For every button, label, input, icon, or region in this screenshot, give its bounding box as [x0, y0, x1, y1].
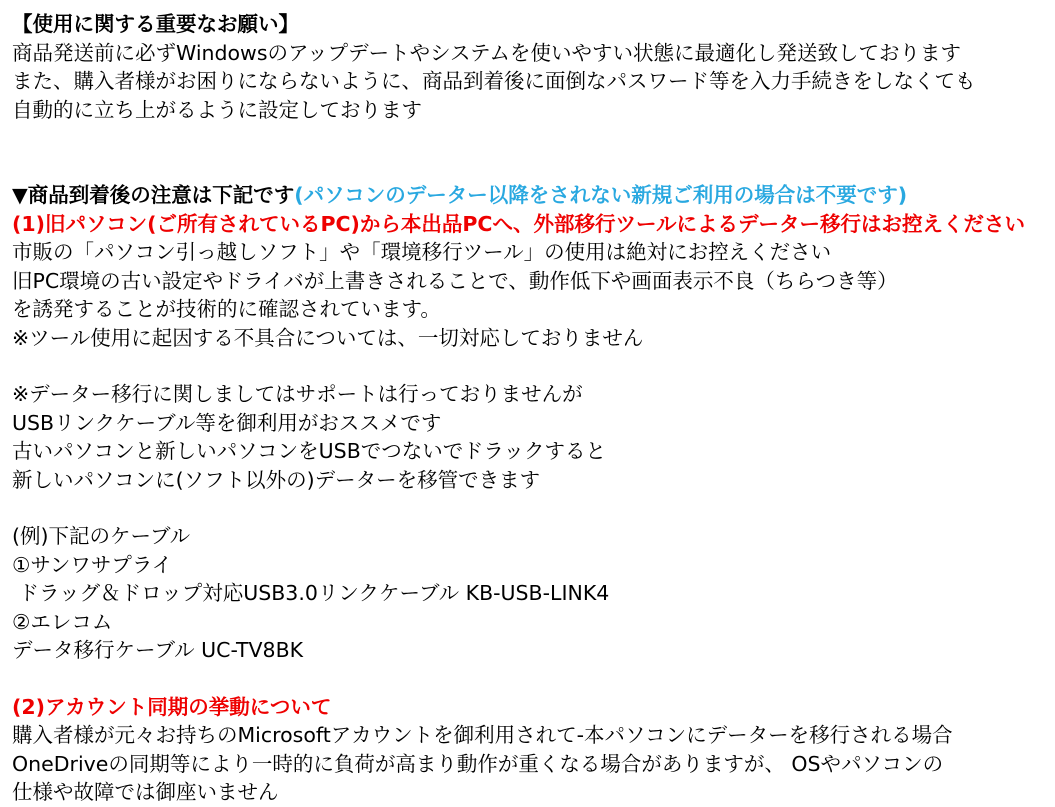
- header-title: 【使用に関する重要なお願い】: [12, 12, 299, 36]
- support-line-2: USBリンクケーブル等を御利用がおススメです: [12, 410, 442, 435]
- section2-line-3: 仕様や故障では御座いません: [12, 780, 279, 804]
- support-line-4: 新しいパソコンに(ソフト以外の)データーを移管できます: [12, 467, 541, 492]
- section2-heading: (2)アカウント同期の挙動について: [12, 694, 332, 719]
- notice-heading-blue: (パソコンのデーター以降をされない新規ご利用の場合は不要です): [294, 183, 908, 207]
- spacer-before-examples: [12, 494, 1043, 522]
- header-line-2: また、購入者様がお困りにならないように、商品到着後に面倒なパスワード等を入力手続きをしなくても: [12, 69, 976, 93]
- spacer-before-section2: [12, 665, 1043, 693]
- spacer-after-header: [12, 124, 1043, 153]
- example-line-1: (例)下記のケーブル: [12, 524, 191, 548]
- section2-line-2: OneDriveの同期等により一時的に負荷が高まり動作が重くなる場合がありますが、 OSやパソコンの: [12, 751, 944, 776]
- spacer-before-support: [12, 352, 1043, 380]
- section2-line-1: 購入者様が元々お持ちのMicrosoftアカウントを御利用されて-本パソコンにデーターを移行される場合: [12, 723, 953, 747]
- header-line-1: 商品発送前に必ずWindowsのアップデートやシステムを使いやすい状態に最適化し発送致しております: [12, 40, 962, 65]
- header-line-3: 自動的に立ち上がるように設定しております: [12, 97, 422, 122]
- example-line-3: ドラッグ＆ドロップ対応USB3.0リンクケーブル KB-USB-LINK4: [12, 581, 610, 605]
- section1-line-1: 市販の「パソコン引っ越しソフト」や「環境移行ツール」の使用は絶対にお控えください: [12, 240, 832, 264]
- example-line-5: データ移行ケーブル UC-TV8BK: [12, 638, 304, 662]
- support-line-1: ※データー移行に関しましてはサポートは行っておりませんが: [12, 382, 583, 406]
- notice-heading: [12, 181, 1043, 210]
- section1-heading: (1)旧パソコン(ご所有されているPC)から本出品PCへ、外部移行ツールによるデーター移行はお控えください: [12, 211, 1026, 236]
- spacer-after-header-2: [12, 153, 1043, 181]
- notice-heading-black: ▼商品到着後の注意は下記です: [12, 183, 295, 207]
- section1-line-3: を誘発することが技術的に確認されています。: [12, 297, 441, 321]
- support-line-3: 古いパソコンと新しいパソコンをUSBでつないでドラックすると: [12, 439, 606, 463]
- section1-line-2: 旧PC環境の古い設定やドライバが上書きされることで、動作低下や画面表示不良（ちらつき等）: [12, 268, 898, 293]
- section1-line-4: ※ツール使用に起因する不具合については、一切対応しておりません: [12, 325, 644, 350]
- example-line-4: ②エレコム: [12, 609, 113, 634]
- example-line-2: ①サンワサプライ: [12, 552, 173, 577]
